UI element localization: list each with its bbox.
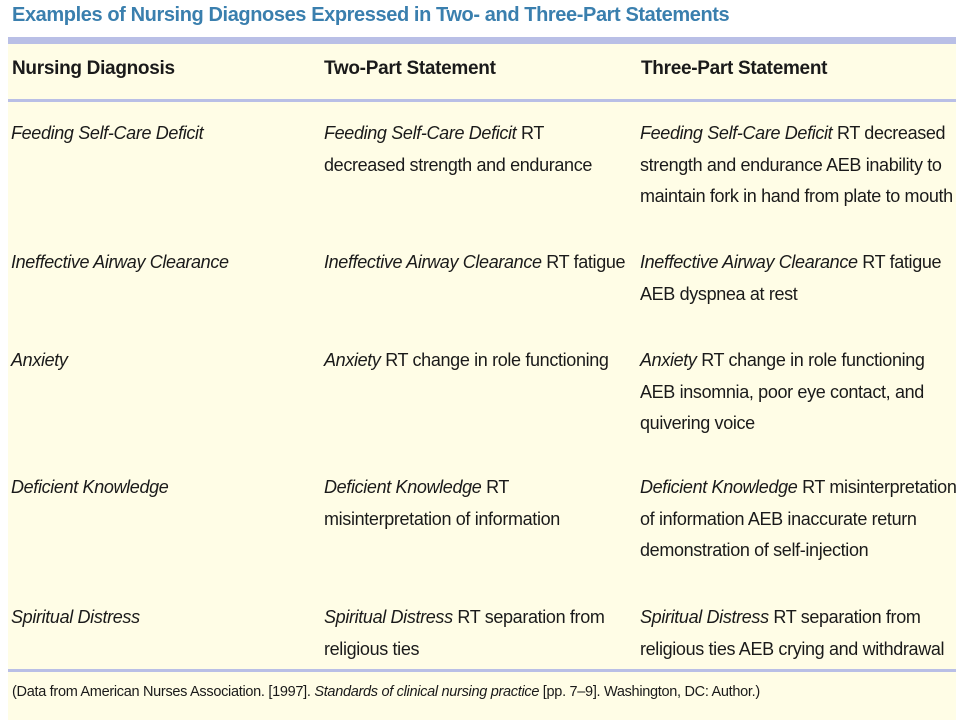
diagnosis-cell: Feeding Self-Care Deficit xyxy=(11,123,204,143)
diagnosis-term: Ineffective Airway Clearance xyxy=(640,252,858,272)
statement-text: RT fatigue xyxy=(541,252,626,272)
three-part-cell xyxy=(640,118,958,213)
two-part-cell xyxy=(324,345,629,377)
diagnosis-cell: Ineffective Airway Clearance xyxy=(11,252,229,272)
two-part-cell xyxy=(324,118,629,181)
diagnosis-cell: Deficient Knowledge xyxy=(11,477,169,497)
header-divider xyxy=(8,99,956,102)
diagnosis-term: Spiritual Distress xyxy=(324,607,453,627)
diagnosis-term: Spiritual Distress xyxy=(640,607,769,627)
statement-text: RT separation from religious ties xyxy=(324,607,605,659)
three-part-cell xyxy=(640,472,958,567)
diagnosis-term: Deficient Knowledge xyxy=(640,477,798,497)
header-nursing-diagnosis: Nursing Diagnosis xyxy=(12,58,175,79)
statement-text: RT separation from religious ties AEB crying and withdrawal xyxy=(640,607,945,659)
statement-text: RT fatigue AEB dyspnea at rest xyxy=(640,252,942,304)
source-footnote xyxy=(8,672,956,720)
statement-text: RT misinterpretation of information AEB inaccurate return demonstration of self-injection xyxy=(640,477,957,560)
footnote-source-title: Standards of clinical nursing practice xyxy=(314,684,540,700)
footnote-suffix: [pp. 7–9]. Washington, DC: Author.) xyxy=(539,684,760,700)
three-part-cell xyxy=(640,345,958,440)
diagnosis-term: Anxiety xyxy=(324,350,381,370)
diagnosis-term: Feeding Self-Care Deficit xyxy=(324,123,517,143)
diagnosis-term: Feeding Self-Care Deficit xyxy=(640,123,833,143)
diagnosis-term: Ineffective Airway Clearance xyxy=(324,252,542,272)
page-title: Examples of Nursing Diagnoses Expressed in Two- and Three-Part Statements xyxy=(12,4,730,26)
diagnoses-table xyxy=(8,44,956,669)
table-header-row xyxy=(8,44,956,99)
footnote-prefix: (Data from American Nurses Association. [1997]. xyxy=(12,684,315,700)
three-part-cell xyxy=(640,247,958,310)
two-part-cell xyxy=(324,602,629,665)
title-divider xyxy=(8,37,956,44)
header-three-part-statement: Three-Part Statement xyxy=(641,58,828,79)
diagnosis-cell: Anxiety xyxy=(11,350,68,370)
diagnosis-term: Anxiety xyxy=(640,350,697,370)
three-part-cell xyxy=(640,602,958,665)
statement-text: RT misinterpretation of information xyxy=(324,477,560,529)
two-part-cell xyxy=(324,247,629,279)
statement-text: RT decreased strength and endurance xyxy=(324,123,593,175)
statement-text: RT decreased strength and endurance AEB inability to maintain fork in hand from plate to mouth xyxy=(640,123,953,206)
header-two-part-statement: Two-Part Statement xyxy=(324,58,496,79)
statement-text: RT change in role functioning xyxy=(380,350,609,370)
statement-text: RT change in role functioning AEB insomnia, poor eye contact, and quivering voice xyxy=(640,350,925,433)
diagnosis-cell: Spiritual Distress xyxy=(11,607,140,627)
footnote-text xyxy=(12,684,760,700)
diagnosis-term: Deficient Knowledge xyxy=(324,477,482,497)
two-part-cell xyxy=(324,472,629,535)
